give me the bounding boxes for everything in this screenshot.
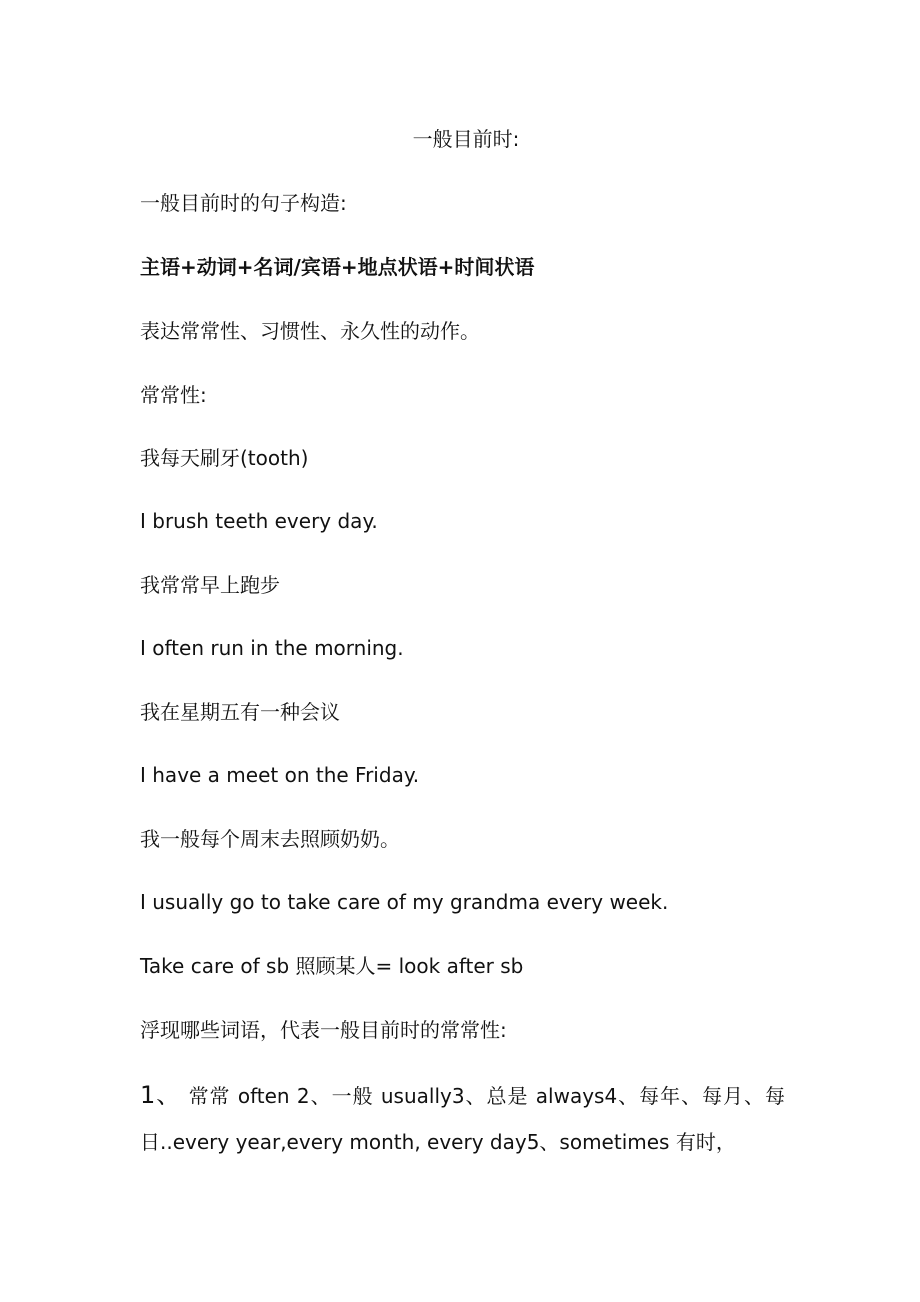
usage-description: 表达常常性、习惯性、永久性的动作。 <box>140 319 480 343</box>
signal-words-text: 常常 often 2、一般 usually3、总是 always4、每年、每月、每日..every year,every month, every day5、sometimes 有时， <box>140 1084 785 1154</box>
structure-formula: 主语+动词+名词/宾语+地点状语+时间状语 <box>140 255 535 279</box>
frequency-heading: 常常性: <box>140 383 207 407</box>
example-chinese: 我常常早上跑步 <box>140 573 280 597</box>
structure-heading: 一般目前时的句子构造: <box>140 191 347 215</box>
signal-words-heading: 浮现哪些词语，代表一般目前时的常常性: <box>140 1018 507 1042</box>
list-number: 1、 <box>140 1081 182 1109</box>
example-chinese: 我每天刷牙(tooth) <box>140 446 309 470</box>
example-english: I brush teeth every day. <box>140 509 378 533</box>
example-english: I often run in the morning. <box>140 636 404 660</box>
phrase-note: Take care of sb 照顾某人= look after sb <box>140 954 524 978</box>
example-chinese: 我一般每个周末去照顾奶奶。 <box>140 827 400 851</box>
example-english: I have a meet on the Friday. <box>140 763 420 787</box>
example-english: I usually go to take care of my grandma every week. <box>140 890 669 914</box>
document-title: 一般目前时: <box>412 127 520 151</box>
signal-words-paragraph <box>140 1072 785 1165</box>
example-chinese: 我在星期五有一种会议 <box>140 700 340 724</box>
